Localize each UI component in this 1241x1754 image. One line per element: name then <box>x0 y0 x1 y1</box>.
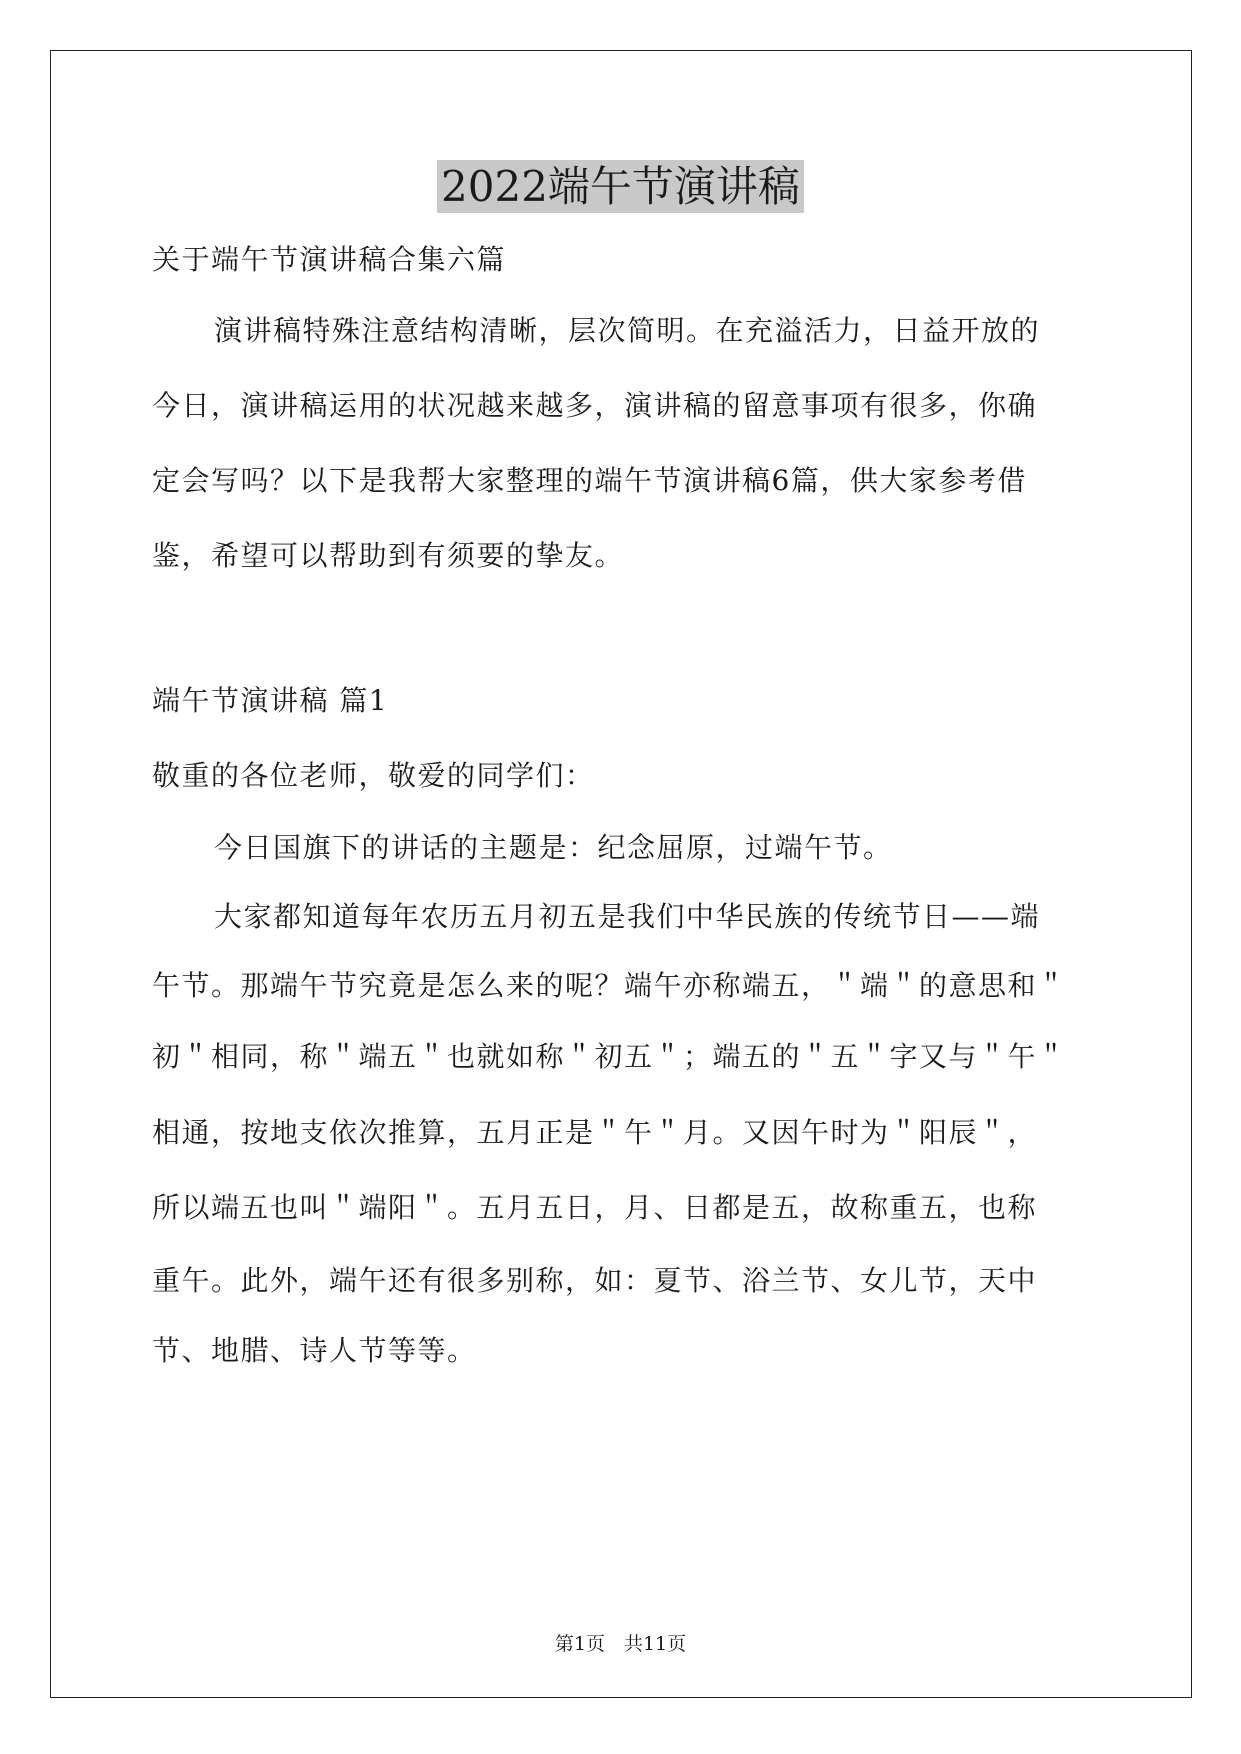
paragraph-line: 相通，按地支依次推算，五月正是＂午＂月。又因午时为＂阳辰＂， <box>152 1116 1038 1149</box>
intro-line: 今日，演讲稿运用的状况越来越多，演讲稿的留意事项有很多，你确 <box>152 389 1038 422</box>
paragraph-line: 所以端五也叫＂端阳＂。五月五日，月、日都是五，故称重五，也称 <box>152 1191 1038 1224</box>
page-border <box>50 50 1192 1698</box>
intro-line: 定会写吗？以下是我帮大家整理的端午节演讲稿6篇，供大家参考借 <box>152 464 1027 497</box>
theme-line: 今日国旗下的讲话的主题是：纪念屈原，过端午节。 <box>214 831 893 864</box>
intro-line: 鉴，希望可以帮助到有须要的挚友。 <box>152 539 625 572</box>
section-heading: 端午节演讲稿 篇1 <box>152 684 389 717</box>
paragraph-line: 午节。那端午节究竟是怎么来的呢？端午亦称端五，＂端＂的意思和＂ <box>152 969 1067 1002</box>
paragraph-line: 大家都知道每年农历五月初五是我们中华民族的传统节日——端 <box>214 900 1041 933</box>
intro-line: 演讲稿特殊注意结构清晰，层次简明。在充溢活力，日益开放的 <box>214 314 1041 347</box>
greeting: 敬重的各位老师，敬爱的同学们： <box>152 759 595 792</box>
paragraph-line: 节、地腊、诗人节等等。 <box>152 1334 477 1367</box>
document-title <box>0 162 1241 212</box>
document-title-text: 2022端午节演讲稿 <box>437 160 804 213</box>
paragraph-line: 重午。此外，端午还有很多别称，如：夏节、浴兰节、女儿节，天中 <box>152 1264 1038 1297</box>
paragraph-line: 初＂相同，称＂端五＂也就如称＂初五＂；端五的＂五＂字又与＂午＂ <box>152 1040 1067 1073</box>
page-footer: 第1页 共11页 <box>554 1633 687 1655</box>
subtitle: 关于端午节演讲稿合集六篇 <box>152 243 507 276</box>
